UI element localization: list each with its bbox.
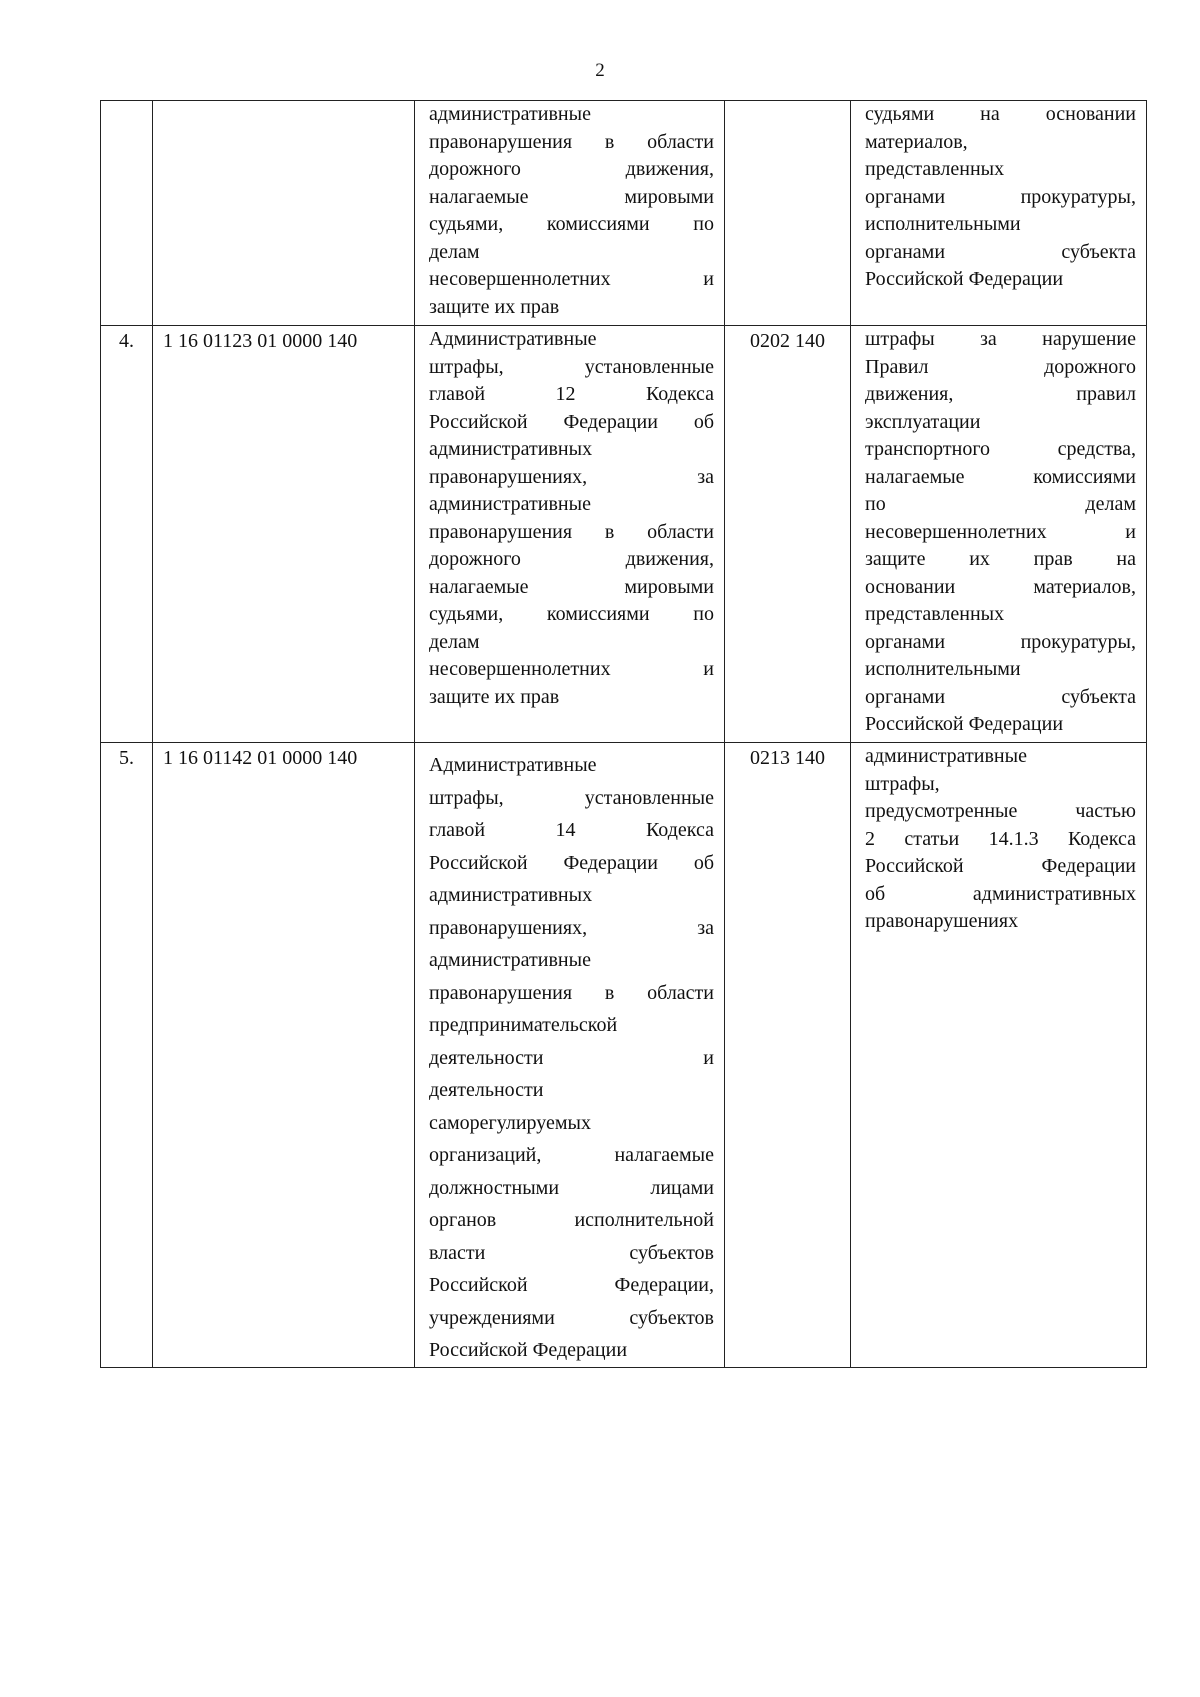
text-line: деятельности и (429, 1046, 714, 1069)
text-line: защите их прав (429, 685, 560, 708)
text-line: дорожного движения, (429, 548, 714, 570)
table-row (101, 326, 1147, 743)
text-line: представленных (865, 158, 1005, 180)
text-line: несовершеннолетних и (429, 268, 714, 290)
text-line: транспортного средства, (865, 438, 1136, 460)
text-line: защите их прав на (865, 548, 1136, 570)
text-line: учреждениями субъектов (429, 1306, 714, 1329)
text-line: правонарушениях, за (429, 465, 714, 488)
text-line: делам (429, 630, 480, 653)
text-line: органами субъекта (865, 240, 1136, 263)
text-line: налагаемые мировыми (429, 575, 714, 598)
text-line: основании материалов, (865, 575, 1136, 598)
text-line: главой 14 Кодекса (429, 819, 714, 841)
text-line: предпринимательской (429, 1014, 618, 1036)
text-line: судьями на основании (865, 103, 1136, 125)
text-line: правонарушения в области (429, 130, 714, 153)
budget-code: 1 16 01123 01 0000 140 (153, 326, 415, 743)
text-line: защите их прав (429, 295, 560, 318)
subtype-description (851, 743, 1147, 1368)
text-line: Российской Федерации (865, 713, 1064, 735)
text-line: исполнительными (865, 658, 1021, 680)
income-name (415, 326, 725, 743)
text-line: органов исполнительной (429, 1209, 714, 1231)
table-row (101, 743, 1147, 1368)
text-line: главой 12 Кодекса (429, 383, 714, 405)
text-line: налагаемые комиссиями (865, 465, 1136, 488)
text-line: Российской Федерации (429, 1339, 628, 1361)
text-line: штрафы, установленные (429, 355, 714, 378)
text-line: правонарушения в области (429, 520, 714, 543)
text-line: штрафы за нарушение (865, 328, 1136, 350)
text-line: Российской Федерации (865, 268, 1064, 290)
text-line: административные (429, 103, 591, 125)
text-line: штрафы, установленные (429, 786, 714, 809)
text-line: 2 статьи 14.1.3 Кодекса (865, 827, 1136, 850)
text-line: представленных (865, 603, 1005, 625)
text-line: Российской Федерации об (429, 851, 714, 874)
text-line: правонарушениях, за (429, 916, 714, 939)
subtype-code (725, 101, 851, 326)
text-line: должностными лицами (429, 1176, 714, 1199)
text-line: организаций, налагаемые (429, 1144, 714, 1166)
text-line: эксплуатации (865, 410, 981, 433)
text-line: административных (429, 438, 593, 460)
text-line: налагаемые мировыми (429, 185, 714, 208)
text-line: административные (429, 493, 591, 515)
text-line: деятельности (429, 1079, 544, 1101)
budget-code (153, 101, 415, 326)
budget-code: 1 16 01142 01 0000 140 (153, 743, 415, 1368)
subtype-code: 0202 140 (725, 326, 851, 743)
text-line: правонарушения в области (429, 981, 714, 1004)
page-number: 2 (595, 60, 605, 81)
text-line: материалов, (865, 130, 968, 153)
table-row (101, 101, 1147, 326)
text-line: предусмотренные частью (865, 800, 1136, 822)
text-line: судьями, комиссиями по (429, 603, 714, 625)
text-line: административные (865, 745, 1027, 767)
text-line: несовершеннолетних и (865, 520, 1136, 543)
text-line: органами прокуратуры, (865, 185, 1136, 208)
text-line: Административные (429, 328, 597, 350)
text-line: дорожного движения, (429, 158, 714, 180)
text-line: судьями, комиссиями по (429, 213, 714, 235)
text-line: органами субъекта (865, 685, 1136, 708)
text-line: административных (429, 884, 593, 906)
text-line: власти субъектов (429, 1241, 714, 1264)
text-line: саморегулируемых (429, 1111, 591, 1134)
text-line: Российской Федерации (865, 855, 1136, 877)
text-line: по делам (865, 493, 1136, 515)
row-number: 5. (101, 743, 153, 1368)
text-line: движения, правил (865, 383, 1136, 405)
text-line: исполнительными (865, 213, 1021, 235)
subtype-description (851, 326, 1147, 743)
subtype-description (851, 101, 1147, 326)
text-line: административные (429, 949, 591, 971)
row-number (101, 101, 153, 326)
text-line: Российской Федерации об (429, 410, 714, 433)
text-line: несовершеннолетних и (429, 658, 714, 680)
text-line: органами прокуратуры, (865, 630, 1136, 653)
income-name (415, 743, 725, 1368)
fines-table (100, 100, 1147, 1368)
income-name (415, 101, 725, 326)
row-number: 4. (101, 326, 153, 743)
text-line: правонарушениях (865, 910, 1019, 932)
text-line: Административные (429, 754, 597, 776)
text-line: Правил дорожного (865, 355, 1136, 378)
subtype-code: 0213 140 (725, 743, 851, 1368)
text-line: делам (429, 240, 480, 263)
text-line: Российской Федерации, (429, 1274, 714, 1296)
text-line: штрафы, (865, 772, 940, 795)
text-line: об административных (865, 882, 1136, 905)
